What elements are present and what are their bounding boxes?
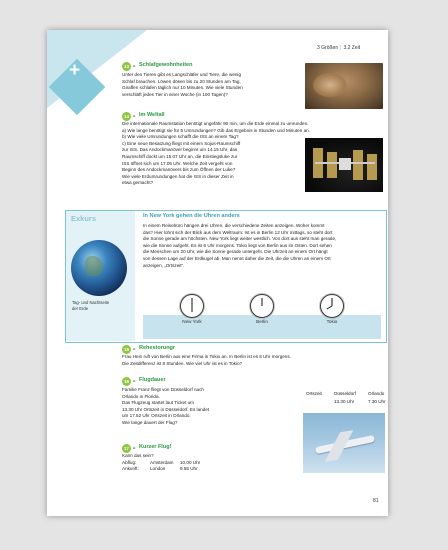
clock-label-berlin: Berlin (256, 319, 268, 324)
task-13-text: Unter den Tieren gibt es Langschläfer und Tiere, die wenig Schlaf brauchen. Löwen dösen bis zu 20 Stunden am Tag, Giraffen schlafen täglich nur 10 Minuten. Wie viele Stunden verschläft jedes Tier in einer Woche (in 100 Tagen)? (122, 72, 243, 97)
section-label: 3.2 Zeit (343, 45, 361, 51)
task-15-number: 15 (123, 347, 129, 352)
plus-icon: + (69, 60, 81, 81)
task-13-number: 13 (123, 64, 129, 69)
clock-tokio (320, 294, 344, 318)
exkurs-text: In einem Reisebüro hängen drei Uhren, die verschiedene Zeiten anzeigen. Woher kommt das? Hier lohnt sich der Blick aus dem Weltraum: Ist es in Berlin 12 Uhr mittags, so steht dort die Sonne gerade am höchsten. New York liegt weiter westlich. Von dort aus steht man gerade, wie die Sonne aufgeht. Es ist 6 Uhr morgens. Tokio liegt von Berlin aus im Osten. Dort sehen die Menschen um 20 Uhr, wie die Sonne gerade untergeht. Die Uhrzeit an einem Ort hängt von dessen Lage auf der Erdkugel ab. Man nennt daher die Zeit, die die Uhren an einem Ort anzeigen, „Ortszeit“. (143, 223, 337, 268)
equals-icon: = (133, 378, 136, 383)
chapter-header: 3 Größen | 3.2 Zeit (317, 45, 361, 51)
task-17-text: Kann das sein? Abflug: Amsterdam 10.00 Uhr Ankunft: London 9.55 Uhr (122, 453, 201, 472)
clock-label-tokio: Tokio (326, 319, 338, 324)
task-15-title: Rehestorungr (139, 345, 176, 351)
earth-image (71, 240, 127, 296)
task-13-title: Schlafgewohnheiten (139, 62, 193, 68)
task-16-title: Flugdauer (139, 377, 166, 383)
equals-icon: = (133, 63, 136, 68)
textbook-page (47, 30, 388, 516)
task-14-title: Im Weltall (139, 112, 165, 118)
exkurs-title: In New York gehen die Uhren anders (143, 213, 240, 219)
task-16-text: Familie Franz fliegt von Düsseldorf nach Orlando in Florida. Das Flugzeug startet laut Ticket um 13.30 Uhr Ortszeit in Düsseldorf. Es landet um 17.52 Uhr Ortszeit in Orlando. Wie lange dauert der Flug? (122, 387, 210, 425)
task-14-number: 14 (123, 114, 129, 119)
page-number: 81 (373, 498, 379, 504)
earth-caption: Tag- und Nachtseite der Erde (72, 300, 110, 311)
equals-icon: = (133, 113, 136, 118)
task-16-number: 16 (123, 379, 129, 384)
lion-photo (305, 63, 383, 109)
time-table: Ortszeit Düsseldorf Orlando 13.30 Uhr 7.30 Uhr (306, 391, 386, 404)
equals-icon: = (133, 346, 136, 351)
clock-new-york (180, 294, 204, 318)
equals-icon: = (133, 445, 136, 450)
clock-berlin (250, 294, 274, 318)
task-14-text: Die internationale Raumstation benötigt ungefähr 90 min, um die Erde einmal zu umrunden. a) Wie lange benötigt sie für 5 Umrundungen? Gib das Ergebnis in Stunden und Minuten an. b) Wie viele Umrundungen schafft die ISS an einem Tag? c) Eine neue Besatzung fliegt mit einem Sojus-Raumschiff zur ISS. Das Andockmanöver beginnt um 14.15 Uhr, das Raumschiff dockt um 15.07 Uhr an, die Einstiegsluke zur ISS öffnet sich um 17.05 Uhr. Welche Zeit vergeht von Beginn des Andockmanövers bis zum Öffnen der Luke? Wie viele Erdumrundungen hat die ISS in dieser Zeit in etwa gemacht? (122, 121, 310, 186)
chapter-label: 3 Größen (317, 45, 339, 51)
airplane-photo (303, 413, 385, 473)
task-17-title: Kurzer Flug! (139, 444, 172, 450)
space-station-photo (305, 138, 383, 192)
clock-label-new-york: New York (182, 319, 202, 324)
task-17-number: 17 (123, 446, 129, 451)
exkurs-label: Exkurs (71, 214, 97, 223)
task-15-text: Frau Hein ruft von Berlin aus eine Firma in Tokio an. In Berlin ist es 8 Uhr morgens. Die Zeitdifferenz ist 8 Stunden. Wie viel Uhr ist es in Tokio? (122, 354, 291, 366)
